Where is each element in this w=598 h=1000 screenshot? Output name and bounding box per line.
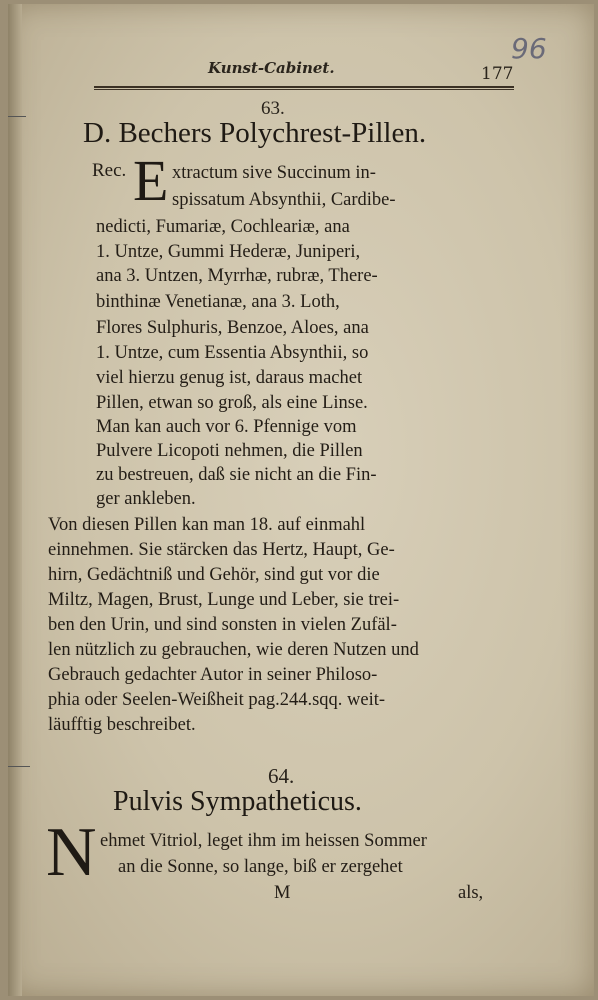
page-number: 177 (481, 64, 514, 84)
text-line: Pulvere Licopoti nehmen, die Pillen (96, 441, 363, 461)
text-line: zu bestreuen, daß sie nicht an die Fin- (96, 465, 377, 485)
recipe-title: D. Bechers Polychrest-Pillen. (83, 117, 427, 149)
text-line: ehmet Vitriol, leget ihm im heissen Sommer (100, 831, 427, 851)
page-gutter (8, 4, 22, 996)
margin-mark (8, 766, 30, 767)
text-line: viel hierzu genug ist, daraus machet (96, 368, 363, 388)
rec-label: Rec. (92, 160, 127, 181)
text-line: Gebrauch gedachter Autor in seiner Philoso- (48, 665, 378, 685)
text-line: Flores Sulphuris, Benzoe, Aloes, ana (96, 318, 369, 338)
text-line: hirn, Gedächtniß und Gehör, sind gut vor die (48, 565, 380, 585)
header-rule (94, 86, 514, 88)
text-line: läufftig beschreibet. (48, 715, 196, 735)
recipe-number: 64. (268, 764, 295, 788)
drop-cap: E (133, 148, 169, 213)
text-line: Man kan auch vor 6. Pfennige vom (96, 417, 357, 437)
text-line: an die Sonne, so lange, biß er zergehet (118, 857, 403, 877)
text-line: binthinæ Venetianæ, ana 3. Loth, (96, 292, 340, 312)
book-page (8, 4, 594, 996)
text-line: len nützlich zu gebrauchen, wie deren Nutzen und (48, 640, 419, 660)
text-line: spissatum Absynthii, Cardibe- (172, 190, 396, 210)
text-line: Pillen, etwan so groß, als eine Linse. (96, 393, 368, 413)
text-line: Von diesen Pillen kan man 18. auf einmahl (48, 515, 366, 535)
signature-mark: M (274, 883, 291, 903)
text-line: 1. Untze, Gummi Hederæ, Juniperi, (96, 242, 361, 262)
running-head: Kunst-Cabinet. (208, 59, 335, 77)
text-line: ger ankleben. (96, 489, 196, 509)
drop-cap: N (46, 814, 97, 891)
text-line: Miltz, Magen, Brust, Lunge und Leber, sie trei- (48, 590, 400, 610)
margin-mark (8, 116, 26, 117)
text-line: xtractum sive Succinum in- (172, 163, 376, 183)
text-line: nedicti, Fumariæ, Cochleariæ, ana (96, 217, 350, 237)
text-line: ana 3. Untzen, Myrrhæ, rubræ, There- (96, 266, 378, 286)
catchword: als, (458, 883, 484, 903)
text-line: phia oder Seelen-Weißheit pag.244.sqq. weit- (48, 690, 386, 710)
text-line: ben den Urin, und sind sonsten in vielen Zufäl- (48, 615, 397, 635)
pencil-page-number: 96 (511, 32, 547, 65)
text-line: 1. Untze, cum Essentia Absynthii, so (96, 343, 369, 363)
recipe-title: Pulvis Sympatheticus. (113, 786, 362, 817)
text-line: einnehmen. Sie stärcken das Hertz, Haupt, Ge- (48, 540, 395, 560)
recipe-number: 63. (261, 98, 285, 119)
header-rule (94, 89, 514, 90)
